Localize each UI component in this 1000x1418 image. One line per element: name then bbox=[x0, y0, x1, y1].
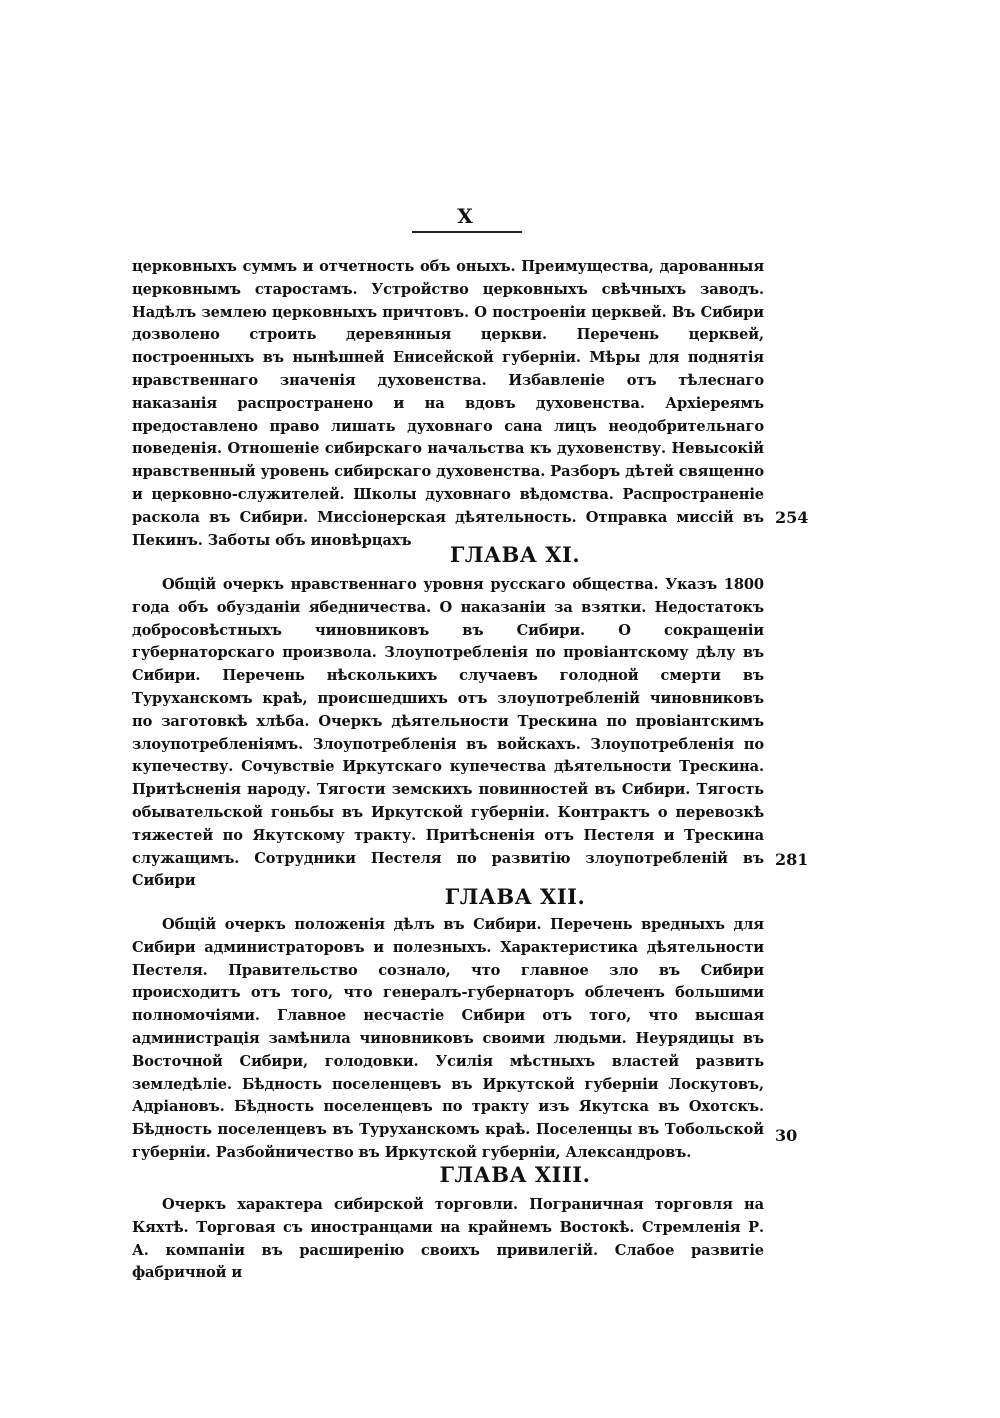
chapter-summary bbox=[132, 914, 764, 1165]
page-number: 254 bbox=[775, 508, 809, 527]
section-text bbox=[132, 256, 764, 552]
chapter-paragraph: Общій очеркъ положенія дѣлъ въ Сибири. Перечень вредныхъ для Сибири администраторовъ и полезныхъ. Характеристика дѣятельности Пестеля. Правительство сознало, что главное зло въ Сибири происходитъ отъ того, что генералъ-губернаторъ облеченъ большими полномочіями. Главное несчастіе Сибири отъ того, что высшая администрація замѣнила чиновниковъ своими людьми. Неурядицы въ Восточной Сибири, голодовки. Усилія мѣстныхъ властей развить земледѣліе. Бѣдность поселенцевъ въ Иркутской губерніи Лоскутовъ, Адріановъ. Бѣдность поселенцевъ по тракту изъ Якутска въ Охотскъ. Бѣдность поселенцевъ въ Туруханскомъ краѣ. Поселенцы въ Тобольской губерніи. Разбойничество въ Иркутской губерніи, Александровъ. bbox=[132, 916, 764, 1161]
section-paragraph: церковныхъ суммъ и отчетность объ оныхъ. Преимущества, дарованныя церковнымъ старостамъ. Устройство церковныхъ свѣчныхъ заводъ. Надѣлъ землею церковныхъ причтовъ. О построеніи церквей. Въ Сибири дозволено строить деревянныя церкви. Перечень церквей, построенныхъ въ нынѣшней Енисейской губерніи. Мѣры для поднятія нравственнаго значенія духовенства. Избавленіе отъ тѣлеснаго наказанія распространено и на вдовъ духовенства. Архіереямъ предоставлено право лишать духовнаго сана лицъ неодобрительнаго поведенія. Отношеніе сибирскаго начальства къ духовенству. Невысокій нравственный уровень сибирскаго духовенства. Разборъ дѣтей священно и церковно-служителей. Школы духовнаго вѣдомства. Распространеніе раскола въ Сибири. Миссіонерская дѣятельность. Отправка миссій въ Пекинъ. Заботы объ иновѣрцахъ bbox=[132, 258, 764, 549]
folio-rule bbox=[412, 231, 522, 233]
chapter-heading: ГЛАВА XI. bbox=[449, 542, 581, 567]
chapter-heading: ГЛАВА XII. bbox=[444, 884, 586, 909]
chapter-summary bbox=[132, 574, 764, 893]
chapter-heading: ГЛАВА XIII. bbox=[439, 1162, 591, 1187]
chapter-summary bbox=[132, 1194, 764, 1285]
chapter-paragraph: Очеркъ характера сибирской торговли. Пограничная торговля на Кяхтѣ. Торговая съ иностранцами на крайнемъ Востокѣ. Стремленія Р. А. компаніи въ расширенію своихъ привилегій. Слабое развитіе фабричной и bbox=[132, 1196, 764, 1282]
page-number: 281 bbox=[775, 850, 809, 869]
page-number: 30 bbox=[775, 1126, 798, 1145]
page-folio: X bbox=[457, 204, 473, 228]
chapter-paragraph: Общій очеркъ нравственнаго уровня русскаго общества. Указъ 1800 года объ обузданіи ябедничества. О наказаніи за взятки. Недостатокъ добросовѣстныхъ чиновниковъ въ Сибири. О сокращеніи губернаторскаго произвола. Злоупотребленія по провіантскому дѣлу въ Сибири. Перечень нѣсколькихъ случаевъ голодной смерти въ Туруханскомъ краѣ, происшедшихъ отъ злоупотребленій чиновниковъ по заготовкѣ хлѣба. Очеркъ дѣятельности Трескина по провіантскимъ злоупотребленіямъ. Злоупотребленія въ войскахъ. Злоупотребленія по купечеству. Сочувствіе Иркутскаго купечества дѣятельности Трескина. Притѣсненія народу. Тягости земскихъ повинностей въ Сибири. Тягость обывательской гоньбы въ Иркутской губерніи. Контрактъ о перевозкѣ тяжестей по Якутскому тракту. Притѣсненія отъ Пестеля и Трескина служащимъ. Сотрудники Пестеля по развитію злоупотребленій въ Сибири bbox=[132, 576, 764, 890]
